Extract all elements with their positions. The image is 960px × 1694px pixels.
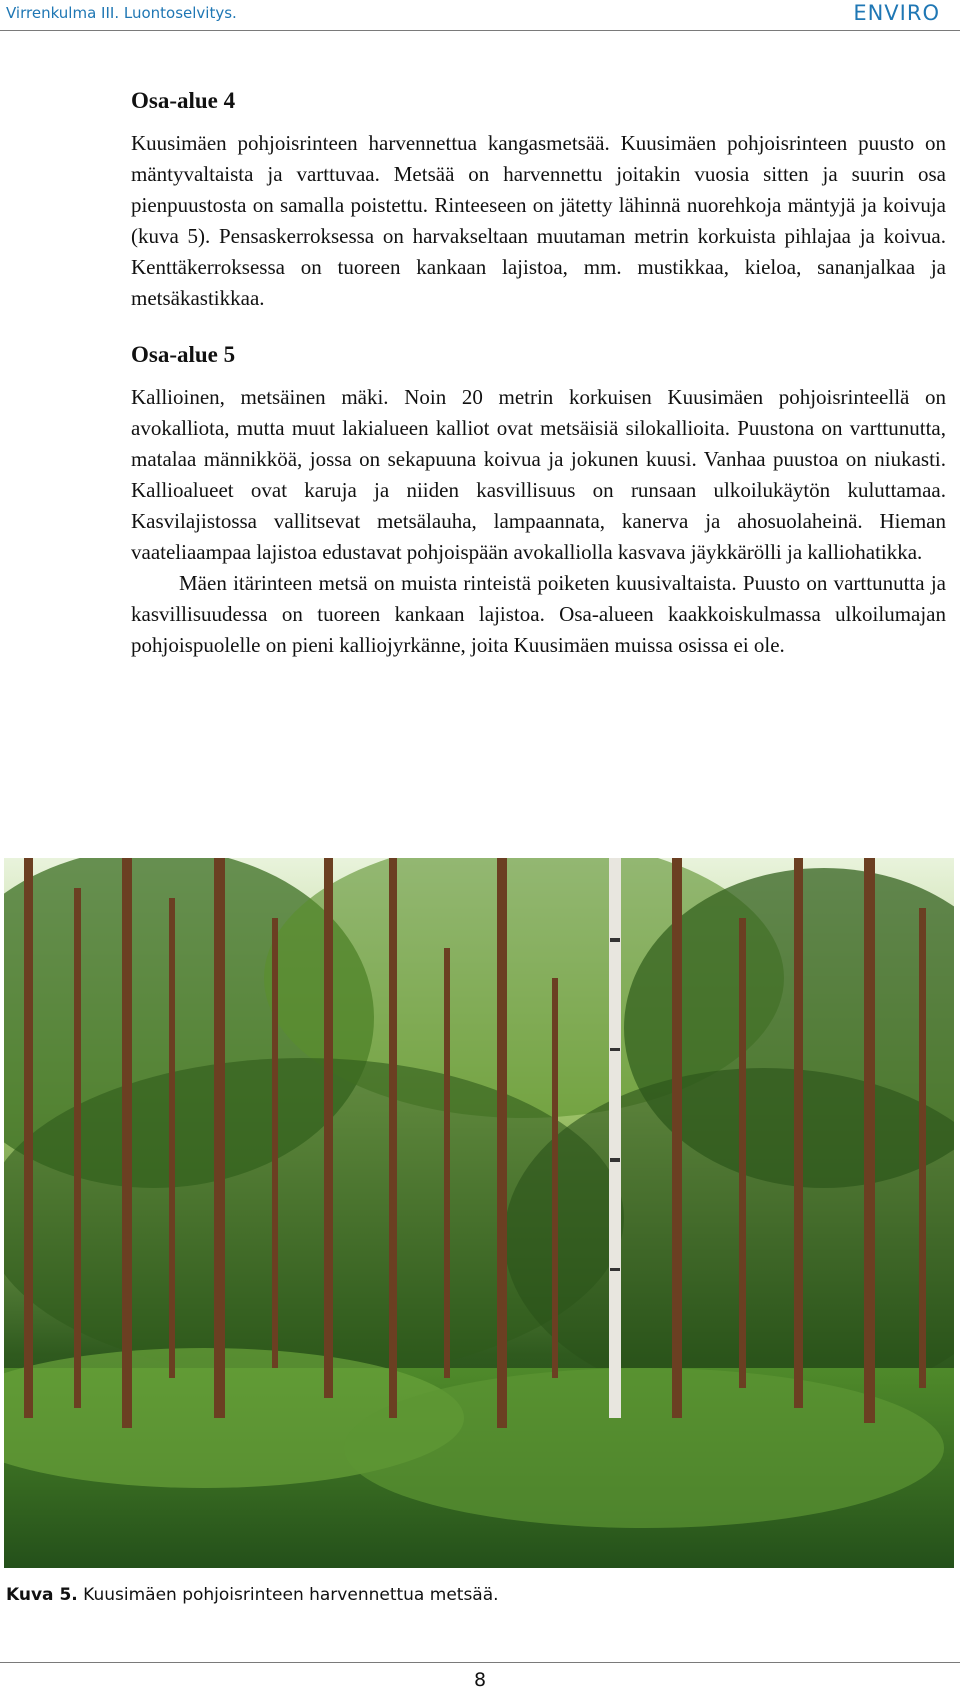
section-heading-osa-alue-5: Osa-alue 5 bbox=[131, 342, 236, 367]
document-title: Virrenkulma III. Luontoselvitys. bbox=[6, 4, 237, 22]
page-number: 8 bbox=[473, 1669, 487, 1691]
section-5-paragraph-1: Kallioinen, metsäinen mäki. Noin 20 metrin korkuisen Kuusimäen pohjoisrinteellä on avokalliota, mutta muut lakialueen kalliot ovat metsäisiä silokallioita. Puustona on varttunutta, matalaa männikköä, jossa on sekapuuna koivua ja jokunen kuusi. Vanhaa puustoa on niukasti. Kallioalueet ovat karuja ja niiden kasvillisuus on runsaan ulkoilukäytön kuluttamaa. Kasvilajistossa vallitsevat metsälauha, lampaannata, kanerva ja ahosuolaheinä. Hieman vaateliaampaa lajistoa edustavat pohjoispään avokalliolla kasvava jäykkärölli ja kalliohatikka. bbox=[131, 385, 946, 564]
figure-caption-text: Kuusimäen pohjoisrinteen harvennettua metsää. bbox=[83, 1585, 499, 1605]
section-5-paragraph-2: Mäen itärinteen metsä on muista rinteistä poiketen kuusivaltaista. Puusto on varttunutta ja kasvillisuudessa on tuoreen kankaan lajistoa. Osa-alueen kaakkoiskulmassa ulkoilumajan pohjoispuolelle on pieni kalliojyrkänne, joita Kuusimäen muissa osissa ei ole. bbox=[131, 571, 946, 657]
footer-divider bbox=[0, 1662, 960, 1663]
figure-caption bbox=[6, 1585, 499, 1605]
main-content bbox=[131, 88, 946, 661]
figure-label: Kuva 5. bbox=[6, 1585, 78, 1605]
enviro-logo: ENVIRO bbox=[853, 1, 940, 25]
section-4-paragraph: Kuusimäen pohjoisrinteen harvennettua kangasmetsää. Kuusimäen pohjoisrinteen puusto on mäntyvaltaista ja varttuvaa. Metsää on harvennettu joitakin vuosia sitten ja suurin osa pienpuustosta on samalla poistettu. Rinteeseen on jätetty lähinnä nuorehkoja mäntyjä ja koivuja (kuva 5). Pensaskerroksessa on harvakseltaan muutaman metrin korkuista pihlajaa ja koivua. Kenttäkerroksessa on tuoreen kankaan lajistoa, mm. mustikkaa, kieloa, sananjalkaa ja metsäkastikkaa. bbox=[131, 131, 946, 310]
page-header bbox=[0, 0, 960, 31]
section-heading-osa-alue-4: Osa-alue 4 bbox=[131, 88, 236, 113]
forest-photo bbox=[4, 858, 954, 1568]
